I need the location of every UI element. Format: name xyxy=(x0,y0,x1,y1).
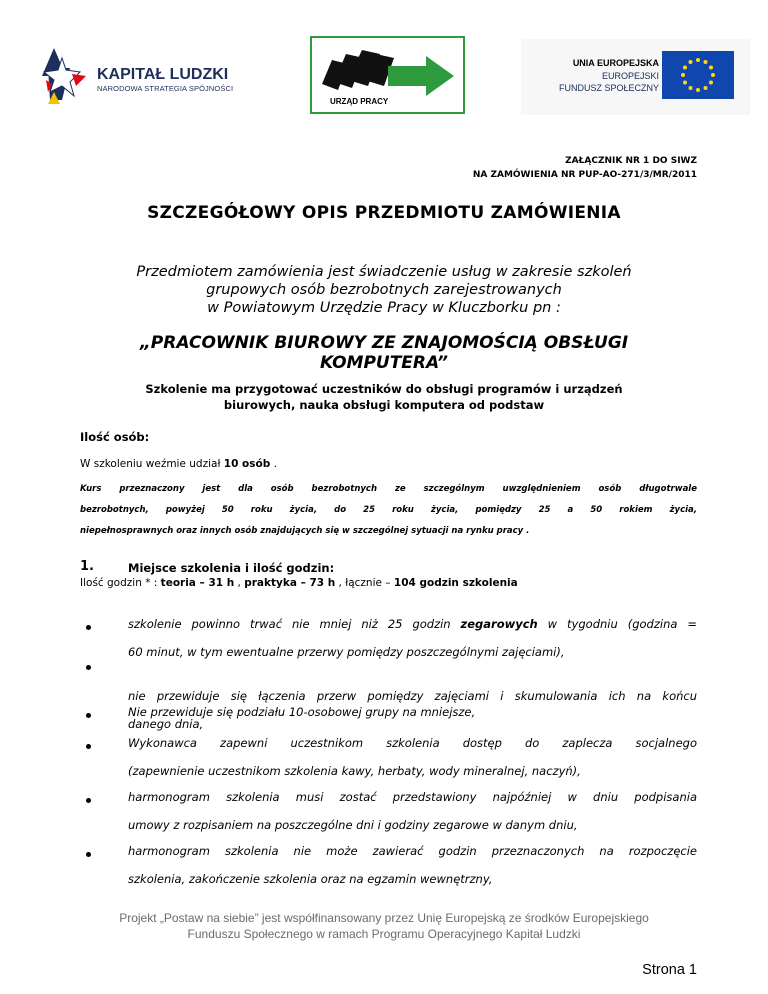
kapital-ludzki-subtitle: NARODOWA STRATEGIA SPÓJNOŚCI xyxy=(97,84,234,93)
section-1-title: Miejsce szkolenia i ilość godzin: xyxy=(128,561,335,575)
subtitle-line-2: biurowych, nauka obsługi komputera od podstaw xyxy=(223,398,545,412)
course-title-line-1: „PRACOWNIK BIUROWY ZE ZNAJOMOŚCIĄ OBSŁUGI xyxy=(139,333,629,353)
subtitle-line-1: Szkolenie ma przygotować uczestników do obsługi programów i urządzeń xyxy=(145,382,623,396)
kapital-ludzki-logo-icon xyxy=(40,46,100,106)
course-title-line-2: KOMPUTERA” xyxy=(319,353,449,373)
participants-label: Ilość osób: xyxy=(80,430,150,444)
urzad-pracy-label: URZĄD PRACY xyxy=(330,97,389,106)
section-1-number: 1. xyxy=(80,559,94,574)
footer-line-1: Projekt „Postaw na siebie” jest współfinansowany przez Unię Europejską ze środków Europejskiego xyxy=(119,911,649,925)
hours-practice: praktyka – 73 h xyxy=(244,577,336,589)
bullet-3-line-1: Nie przewiduje się podziału 10-osobowej grupy na mniejsze, xyxy=(128,705,476,719)
urzad-pracy-cards-arrow-icon xyxy=(318,44,458,100)
eu-line-1: EUROPEJSKI xyxy=(601,71,659,81)
annex-line-2: NA ZAMÓWIENIA NR PUP-AO-271/3/MR/2011 xyxy=(472,170,697,180)
footer-line-2: Funduszu Społecznego w ramach Programu Operacyjnego Kapitał Ludzki xyxy=(187,927,581,941)
footer xyxy=(0,910,768,942)
hours-sep-1: , xyxy=(234,577,245,589)
participants-count: 10 osób xyxy=(223,458,271,470)
bullet-2-line-2: danego dnia, xyxy=(128,717,204,731)
course-desc-line-1: Kurs przeznaczony jest dla osób bezrobotnych ze szczególnym uwzględnieniem osób długotrwale xyxy=(80,484,697,494)
course-description xyxy=(80,479,697,542)
bullet-1-emphasis: zegarowych xyxy=(460,617,538,631)
bullet-icon xyxy=(86,665,91,670)
participants-prefix: W szkoleniu weźmie udział xyxy=(80,458,224,470)
bullet-5-line-1: harmonogram szkolenia musi zostać przedstawiony najpóźniej w dniu podpisania xyxy=(128,790,697,804)
eu-flag-icon xyxy=(662,51,734,99)
eu-logo xyxy=(521,39,750,115)
hours-sep-2: , łącznie – xyxy=(335,577,394,589)
bullet-4-line-2: (zapewnienie uczestnikom szkolenia kawy, herbaty, wody mineralnej, naczyń), xyxy=(128,764,581,778)
participants-text xyxy=(80,458,277,470)
bullet-icon xyxy=(86,625,91,630)
intro-line-2: grupowych osób bezrobotnych zarejestrowanych xyxy=(206,282,562,298)
page-number: Strona 1 xyxy=(642,962,697,978)
bullet-icon xyxy=(86,798,91,803)
kapital-ludzki-title: KAPITAŁ LUDZKI xyxy=(97,66,229,83)
hours-total: 104 godzin szkolenia xyxy=(393,577,518,589)
eu-title: UNIA EUROPEJSKA xyxy=(572,58,659,68)
hours-prefix: Ilość godzin * : xyxy=(80,577,161,589)
bullet-icon xyxy=(86,744,91,749)
bullet-icon xyxy=(86,852,91,857)
hours-theory: teoria – 31 h xyxy=(160,577,235,589)
bullet-6-line-2: szkolenia, zakończenie szkolenia oraz na egzamin wewnętrzny, xyxy=(128,872,493,886)
eu-line-2: FUNDUSZ SPOŁECZNY xyxy=(558,83,659,93)
bullet-5-line-2: umowy z rozpisaniem na poszczególne dni i godziny zegarowe w danym dniu, xyxy=(128,818,578,832)
course-desc-line-3: niepełnosprawnych oraz innych osób znajdujących się w szczególnej sytuacji na rynku pracy . xyxy=(80,526,530,536)
bullet-1-a: szkolenie powinno trwać nie mniej niż 25 godzin xyxy=(128,617,461,631)
bullet-2-line-1: nie przewiduje się łączenia przerw pomiędzy zajęciami i skumulowania ich na końcu xyxy=(128,689,697,703)
course-desc-line-2: bezrobotnych, powyżej 50 roku życia, do 25 roku życia, pomiędzy 25 a 50 rokiem życia, xyxy=(80,505,697,515)
intro-line-3: w Powiatowym Urzędzie Pracy w Kluczborku pn : xyxy=(207,300,561,316)
participants-suffix: . xyxy=(270,458,277,470)
bullet-6-line-1: harmonogram szkolenia nie może zawierać godzin przeznaczonych na rozpoczęcie xyxy=(128,844,697,858)
bullet-4-line-1: Wykonawca zapewni uczestnikom szkolenia dostęp do zaplecza socjalnego xyxy=(128,736,697,750)
page-title: SZCZEGÓŁOWY OPIS PRZEDMIOTU ZAMÓWIENIA xyxy=(147,203,621,223)
intro-line-1: Przedmiotem zamówienia jest świadczenie usług w zakresie szkoleń xyxy=(136,264,632,280)
hours-summary xyxy=(80,577,518,589)
bullet-icon xyxy=(86,713,91,718)
bullet-1-c: w tygodniu (godzina = xyxy=(537,617,697,631)
annex-line-1: ZAŁĄCZNIK NR 1 DO SIWZ xyxy=(565,156,697,166)
bullet-1-line-2: 60 minut, w tym ewentualne przerwy pomiędzy poszczególnymi zajęciami), xyxy=(128,645,565,659)
